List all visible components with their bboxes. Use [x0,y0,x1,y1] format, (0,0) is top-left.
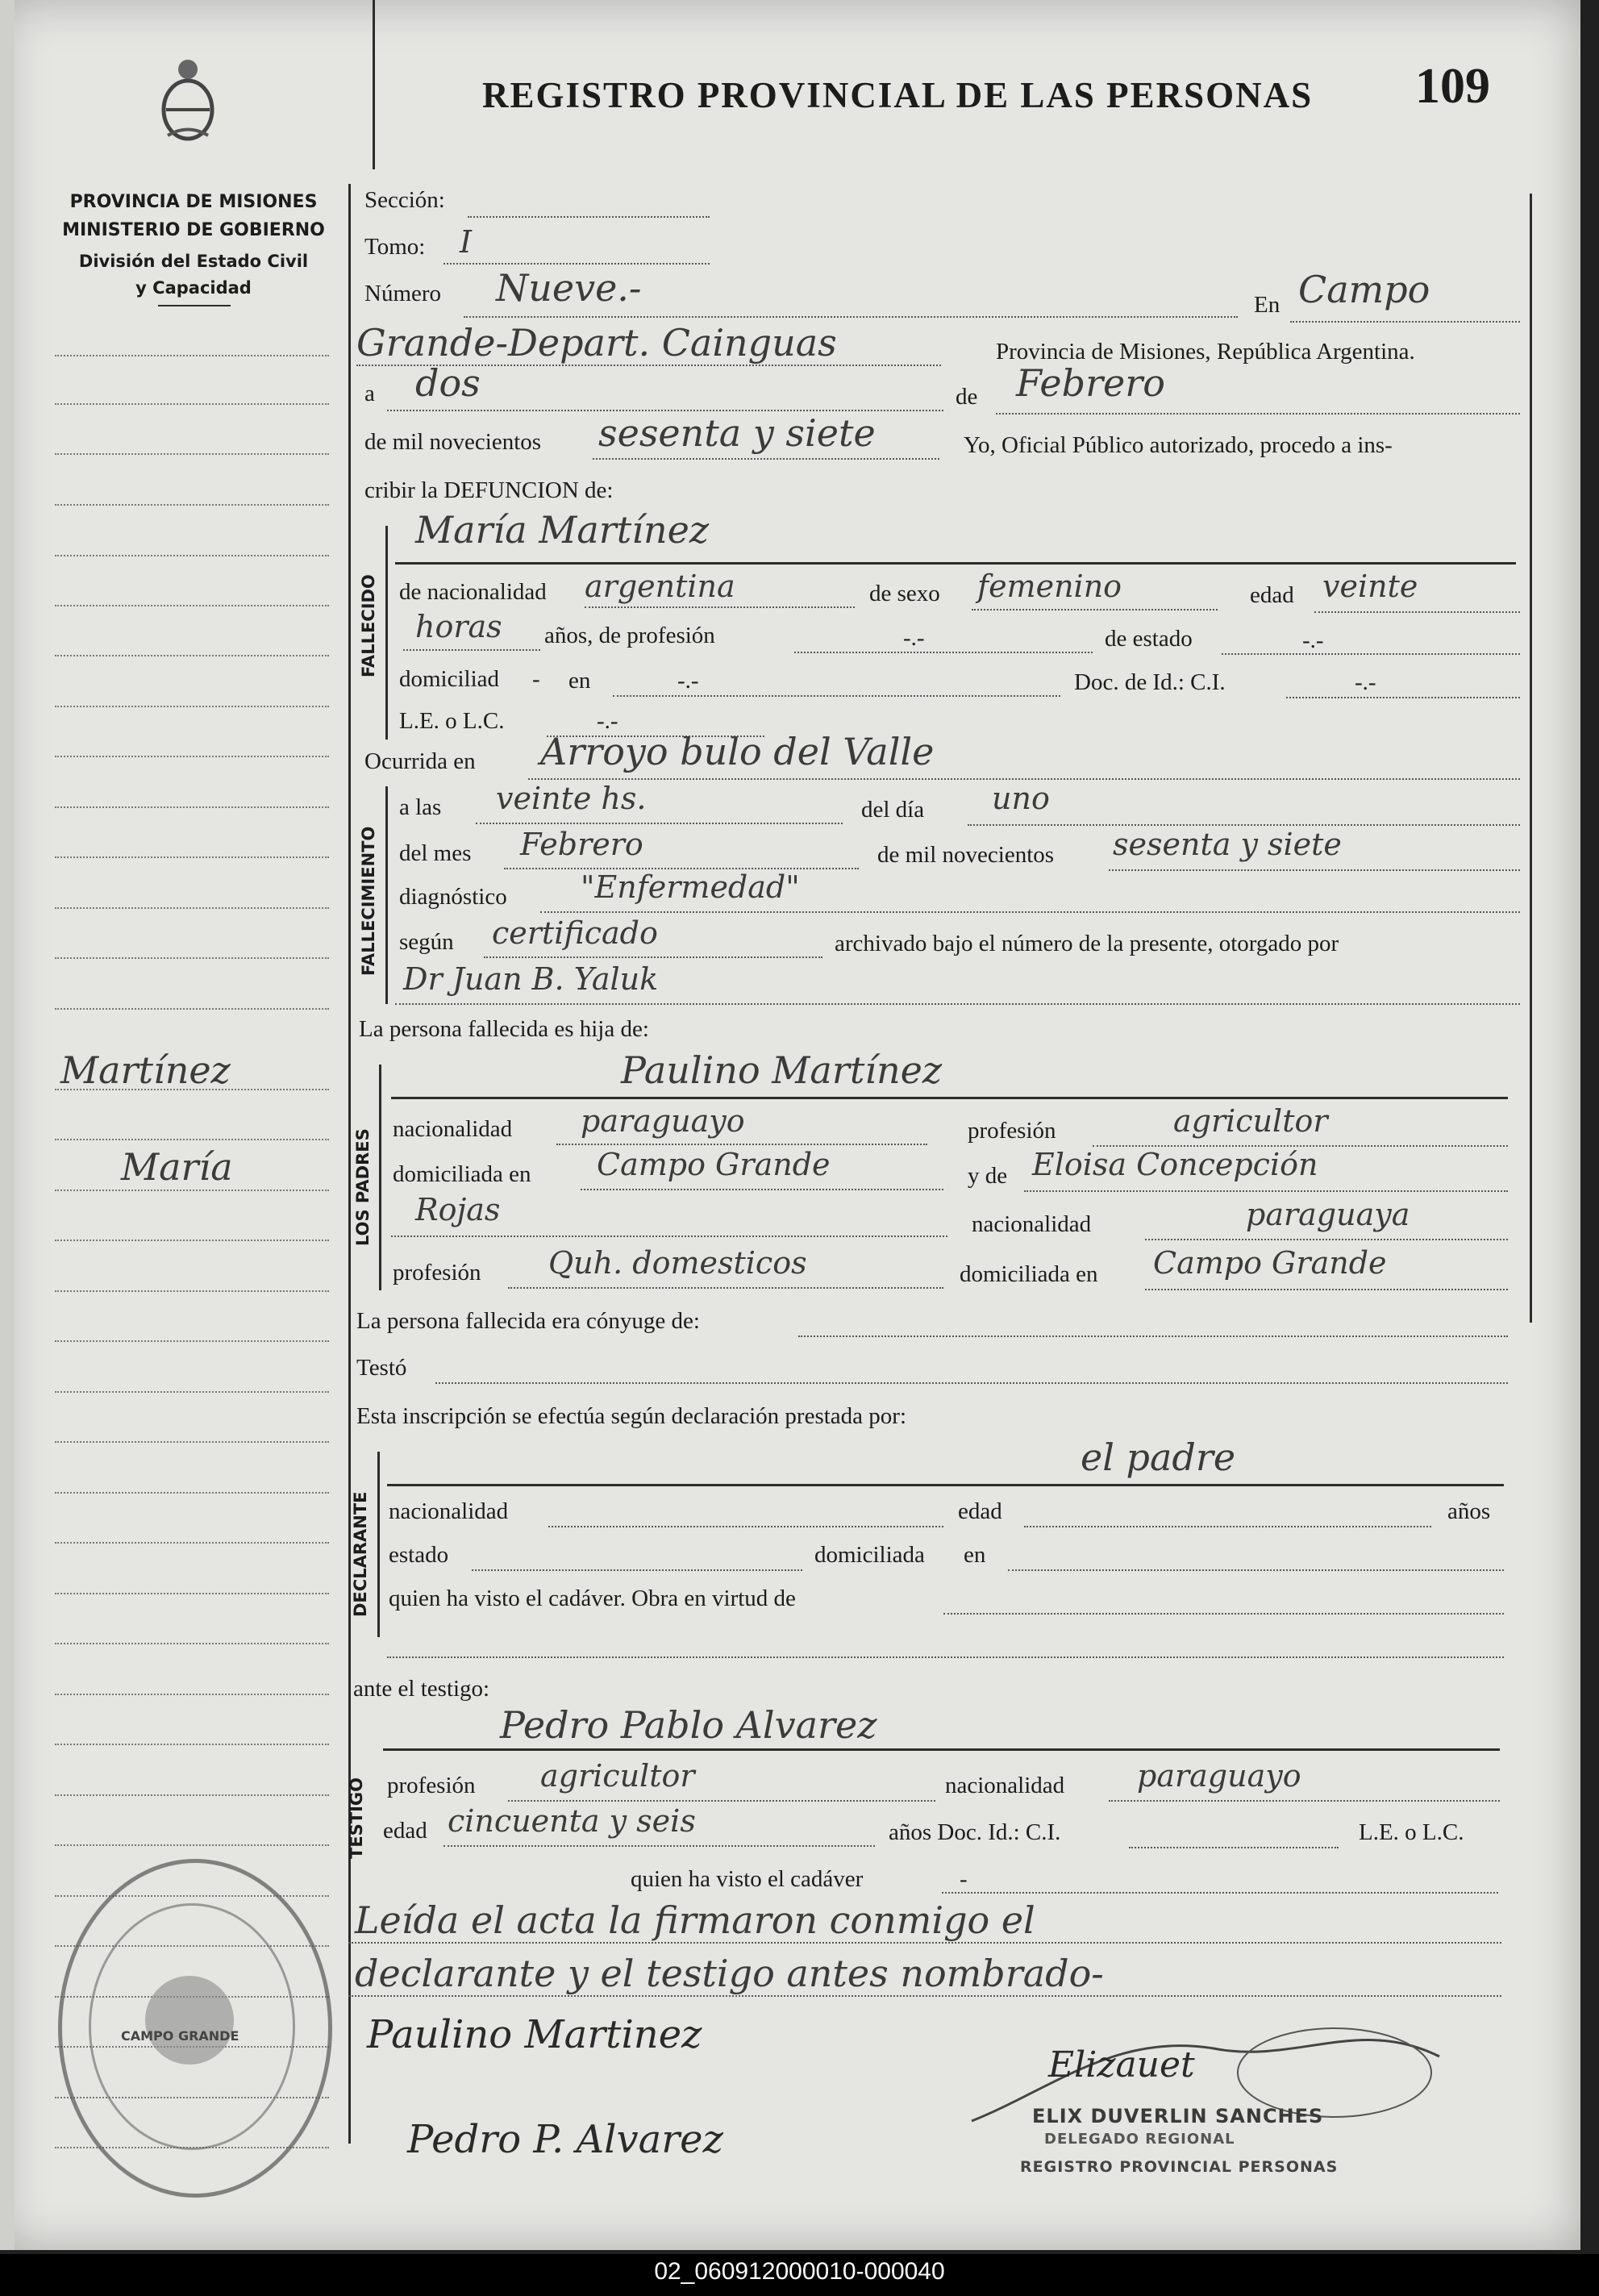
year-prefix-label: de mil novecientos [364,429,542,455]
mother-profesion-label: profesión [393,1260,481,1286]
declaracion-label: Esta inscripción se efectúa según declaración prestada por: [356,1403,907,1429]
father-profesion-value: agricultor [1173,1103,1328,1139]
official-title: DELEGADO REGIONAL [1044,2131,1235,2148]
fallecido-name-line [395,562,1516,565]
en-label: En [1254,292,1280,318]
doc-label: Doc. de Id.: C.I. [1074,669,1226,695]
mother-name-line1: Eloisa Concepción [1032,1147,1318,1182]
seccion-field [468,216,710,218]
mother-nacionalidad-label: nacionalidad [972,1211,1092,1237]
father-domiciliada-label: domiciliada en [393,1161,531,1187]
edad-label: edad [1250,582,1294,608]
declarante-bracket [377,1452,380,1637]
edad-field [1314,611,1520,613]
page-title: REGISTRO PROVINCIAL DE LAS PERSONAS [482,75,1314,115]
margin-surname: Martínez [60,1048,231,1092]
declarante-section-label: DECLARANTE [351,1491,370,1617]
coat-of-arms-icon [152,55,224,144]
declarante-nacionalidad-field [548,1526,943,1527]
provincia-text: Provincia de Misiones, República Argentina. [996,339,1415,365]
declarante-nacionalidad-label: nacionalidad [389,1498,509,1524]
mother-name-line2: Rojas [415,1192,501,1227]
numero-field [464,316,1238,318]
edad-value-2: horas [415,609,502,644]
en-field [1290,321,1520,323]
domiciliad-suffix: - [532,666,540,692]
del-dia-label: del día [861,797,925,823]
father-name-line [391,1097,1508,1099]
declarante-quien-label: quien ha visto el cadáver. Obra en virtud de [389,1586,796,1611]
mother-profesion-field [508,1287,943,1289]
stamp-emblem-icon [145,1976,234,2065]
father-nacionalidad-label: nacionalidad [393,1116,513,1142]
inscribir-text: cribir la DEFUNCION de: [364,477,614,503]
declarante-edad-label: edad [958,1498,1002,1524]
province-label: PROVINCIA DE MISIONES [69,192,318,212]
declarante-anos-label: años [1447,1498,1491,1524]
testigo-profesion-field [508,1800,935,1802]
le-label: L.E. o L.C. [399,708,505,734]
father-nacionalidad-value: paraguayo [581,1103,745,1139]
nacionalidad-field [585,606,855,608]
ocurrida-field [528,778,1520,780]
fallecido-section-label: FALLECIDO [359,574,378,677]
closing-field-2 [348,1995,1501,1997]
doc-field [1286,697,1520,698]
declarante-obra-field [943,1613,1504,1615]
edad-value: veinte [1322,569,1418,604]
diagnostico-label: diagnóstico [399,884,507,910]
year-value: sesenta y siete [598,411,876,455]
father-domicilio-value: Campo Grande [597,1147,831,1182]
declarante-estado-label: estado [389,1542,449,1568]
closing-field-1 [348,1942,1501,1944]
padres-section-label: LOS PADRES [353,1128,373,1246]
estado-field [1222,653,1520,655]
declarante-domiciliada-label: domiciliada [814,1542,925,1568]
mother-domicilio-field [1145,1289,1508,1290]
testigo-name: Pedro Pablo Alvarez [500,1703,877,1747]
testigo-quien-suffix: - [960,1866,968,1892]
closing-line2: declarante y el testigo antes nombrado- [355,1952,1104,1995]
testigo-anos-doc-label: años Doc. Id.: C.I. [889,1819,1061,1845]
conyuge-label: La persona fallecida era cónyuge de: [356,1308,700,1334]
father-profesion-label: profesión [968,1118,1056,1144]
image-identifier: 02_060912000010-000040 [654,2258,945,2285]
domiciliad-label: domiciliad [399,666,500,692]
fallecimiento-bracket [385,786,388,1004]
testigo-intro-label: ante el testigo: [353,1676,490,1702]
diagnostico-field [540,911,1520,913]
en-label-2: en [568,668,591,694]
de-label: de [956,384,978,410]
numero-label: Número [364,281,442,306]
fm-year-value: sesenta y siete [1113,827,1342,862]
diagnostico-value: "Enfermedad" [581,869,800,905]
margin-given-name: María [121,1145,233,1189]
a-las-field [476,823,843,824]
anos-profesion-label: años, de profesión [544,623,715,648]
del-mes-value: Febrero [520,827,643,862]
testigo-le-label: L.E. o L.C. [1359,1819,1464,1845]
testigo-nacionalidad-label: nacionalidad [945,1773,1065,1798]
testigo-bracket [373,0,375,169]
sexo-label: de sexo [869,581,940,606]
testigo-edad-label: edad [383,1818,427,1844]
place-line2: Grande-Depart. Cainguas [356,321,837,365]
a-las-label: a las [399,794,442,820]
fallecido-name: María Martínez [415,508,710,552]
del-dia-value: uno [992,781,1050,816]
father-domicilio-field [581,1189,943,1190]
testo-label: Testó [356,1355,407,1381]
tomo-label: Tomo: [364,234,426,260]
numero-value: Nueve.- [496,266,642,310]
del-dia-field [968,824,1520,826]
le-value: -.- [597,708,618,734]
page-number: 109 [1415,59,1490,114]
testigo-profesion-label: profesión [387,1773,476,1798]
testigo-name-line [383,1748,1500,1751]
doc-value: -.- [1355,669,1376,695]
segun-value: certificado [492,915,658,951]
nacionalidad-label: de nacionalidad [399,579,547,605]
month-value: Febrero [1016,361,1165,405]
sexo-field [972,609,1218,610]
ocurrida-label: Ocurrida en [364,748,476,774]
fm-year-label: de mil novecientos [877,842,1055,868]
ocurrida-value: Arroyo bulo del Valle [540,730,935,773]
fallecimiento-section-label: FALLECIMIENTO [359,826,378,976]
fallecido-bracket [385,526,388,740]
testigo-nacionalidad-value: paraguayo [1137,1758,1301,1794]
edad-field-2 [403,649,540,651]
testigo-doc-field [1129,1847,1339,1848]
declarante-domicilio-field [1008,1569,1504,1571]
official-name: ELIX DUVERLIN SANCHES [1032,2105,1324,2127]
profesion-field [794,652,1093,653]
testigo-profesion-value: agricultor [540,1758,695,1794]
mother-nacionalidad-field [1145,1239,1508,1240]
segun-field [484,956,822,958]
testigo-quien-label: quien ha visto el cadáver [631,1866,864,1892]
padres-bracket [379,1065,381,1290]
del-mes-label: del mes [399,840,472,866]
year-field [593,458,939,460]
tomo-field [443,263,710,265]
page-spine [0,0,15,2250]
a-las-value: veinte hs. [496,781,647,816]
father-name: Paulino Martínez [621,1048,943,1092]
sexo-value: femenino [977,569,1122,604]
estado-label: de estado [1105,626,1193,652]
en-field-2 [613,695,1060,697]
mother-name-field [1024,1190,1508,1192]
mother-profesion-value: Quh. domesticos [548,1245,807,1281]
conyuge-field [798,1336,1508,1337]
month-field [996,413,1520,415]
estado-value: -.- [1302,627,1324,653]
header-underline [158,305,231,306]
fm-year-field [1109,869,1520,871]
declarante-en-label: en [964,1542,986,1568]
division-label: División del Estado Civil [78,252,309,271]
place-line1: Campo [1298,268,1430,311]
stamp-text: CAMPO GRANDE [121,2028,239,2044]
mother-name-field-2 [391,1236,947,1237]
tomo-value: I [460,224,473,260]
declarante-extra-field [387,1656,1504,1658]
yo-text: Yo, Oficial Público autorizado, procedo a ins- [964,432,1393,458]
seccion-label: Sección: [364,187,445,213]
segun-label: según [399,929,454,955]
a-label: a [364,381,375,406]
ministry-label: MINISTERIO DE GOBIERNO [62,220,325,240]
padres-intro-label: La persona fallecida es hija de: [359,1016,649,1042]
day-value: dos [415,361,481,405]
doctor-field [395,1003,1520,1005]
declarante-name: el padre [1081,1436,1236,1479]
declarante-name-line [387,1484,1504,1486]
declarante-edad-field [1024,1526,1431,1527]
closing-line1: Leída el acta la firmaron conmigo el [355,1898,1035,1942]
y-de-label: y de [968,1163,1008,1189]
signature-testigo: Pedro P. Alvarez [407,2117,723,2162]
mother-domiciliada-label: domiciliada en [960,1261,1098,1287]
testigo-edad-field [443,1845,875,1847]
en-value: -.- [677,668,699,694]
declarante-estado-field [472,1569,802,1571]
testo-field [435,1382,1508,1384]
official-office: REGISTRO PROVINCIAL PERSONAS [1020,2158,1339,2176]
doctor-value: Dr Juan B. Yaluk [403,961,659,997]
main-right-border [1530,194,1532,1323]
father-nacionalidad-field [556,1144,927,1145]
mother-nacionalidad-value: paraguaya [1246,1197,1410,1232]
signature-official: Elizauet [1048,2044,1195,2086]
testigo-nacionalidad-field [1109,1800,1500,1802]
testigo-quien-field [942,1892,1498,1894]
mother-domicilio-value: Campo Grande [1153,1245,1387,1281]
archivado-text: archivado bajo el número de la presente, otorgado por [835,931,1339,956]
profesion-value: -.- [903,625,925,651]
testigo-edad-value: cincuenta y seis [448,1803,696,1839]
nacionalidad-value: argentina [585,569,735,604]
signature-declarante: Paulino Martinez [367,2012,702,2057]
testigo-section-label: TESTIGO [347,1777,366,1859]
capacity-label: y Capacidad [135,278,252,298]
